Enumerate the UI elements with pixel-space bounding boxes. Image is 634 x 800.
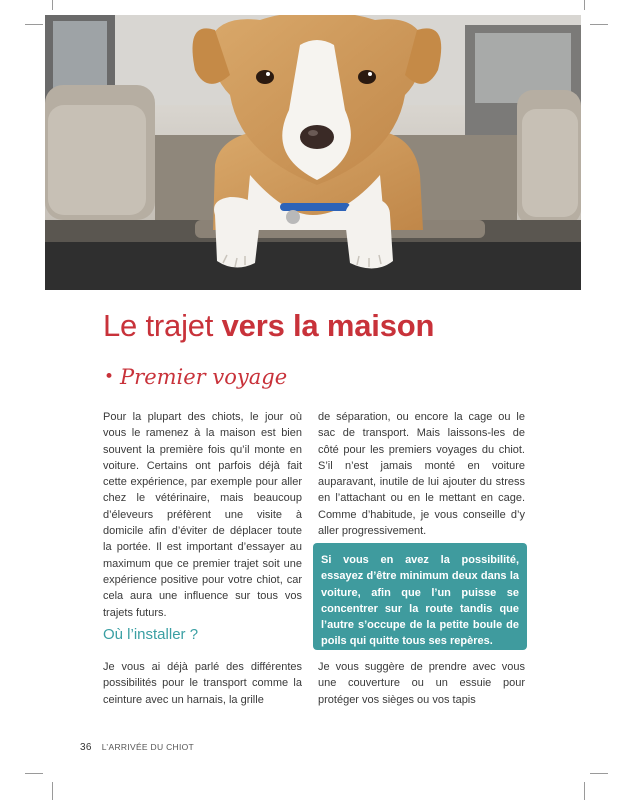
body-column-left (103, 409, 302, 621)
crop-mark (590, 24, 608, 25)
running-title: L’ARRIVÉE DU CHIOT (101, 742, 195, 752)
crop-mark (25, 773, 43, 774)
crop-mark (52, 0, 53, 10)
section-heading-text: Premier voyage (120, 365, 288, 389)
page-title (103, 306, 533, 346)
section-heading-premier-voyage (104, 365, 287, 389)
page-number: 36 (80, 742, 92, 753)
crop-mark (590, 773, 608, 774)
body-paragraph: Je vous ai déjà parlé des différentes possibilités pour le transport comme la ceinture avec un harnais, la grille (103, 661, 302, 706)
puppy-in-car-illustration (45, 15, 581, 290)
section-heading-ou-linstaller: Où l’installer ? (103, 626, 199, 643)
tip-callout-text: Si vous en avez la possibilité, essayez d’être minimum deux dans la voiture, afin que l’un puisse se concentrer sur la route tandis que l’autre s’occupe de la petite boule de poils qui quitte tous ses repères. (321, 554, 519, 648)
puppy-photo (45, 15, 581, 290)
tip-callout-box (313, 543, 527, 650)
body-paragraph: Pour la plupart des chiots, le jour où vous le ramenez à la maison est bien souvent la première fois qu’il monte en voiture. Certains ont parfois déjà fait cette expérience, par exemple pour aller chez le vétérinaire, mais beaucoup d’éleveurs préfèrent une visite à domicile afin d’éviter de déplacer toute la portée. Il est important d’essayer au maximum que ce premier trajet soit une expérience positive pour votre chiot, car cela aura une influence sur tous vos trajets futurs. (103, 411, 302, 619)
body-paragraph: de séparation, ou encore la cage ou le sac de transport. Mais laissons-les de côté pour les premiers voyages du chiot. S’il n’est jamais monté en voiture auparavant, inutile de lui ajouter du stress en l’attachant ou en le mettant en cage. Comme d’habitude, je vous conseille d’y aller progressivement. (318, 411, 525, 538)
page-title-bold: vers la maison (221, 308, 435, 343)
crop-mark (584, 0, 585, 10)
crop-mark (25, 24, 43, 25)
page-title-regular: Le trajet (103, 308, 222, 343)
bullet-icon: • (104, 367, 115, 387)
body-paragraph: Je vous suggère de prendre avec vous une couverture ou un essuie pour protéger vos sièges ou vos tapis (318, 661, 525, 706)
body-column-right (318, 409, 525, 539)
body-column-right-lower (318, 659, 525, 708)
crop-mark (52, 782, 53, 800)
page-footer (80, 742, 194, 753)
crop-mark (584, 782, 585, 800)
body-column-left-lower (103, 659, 302, 708)
